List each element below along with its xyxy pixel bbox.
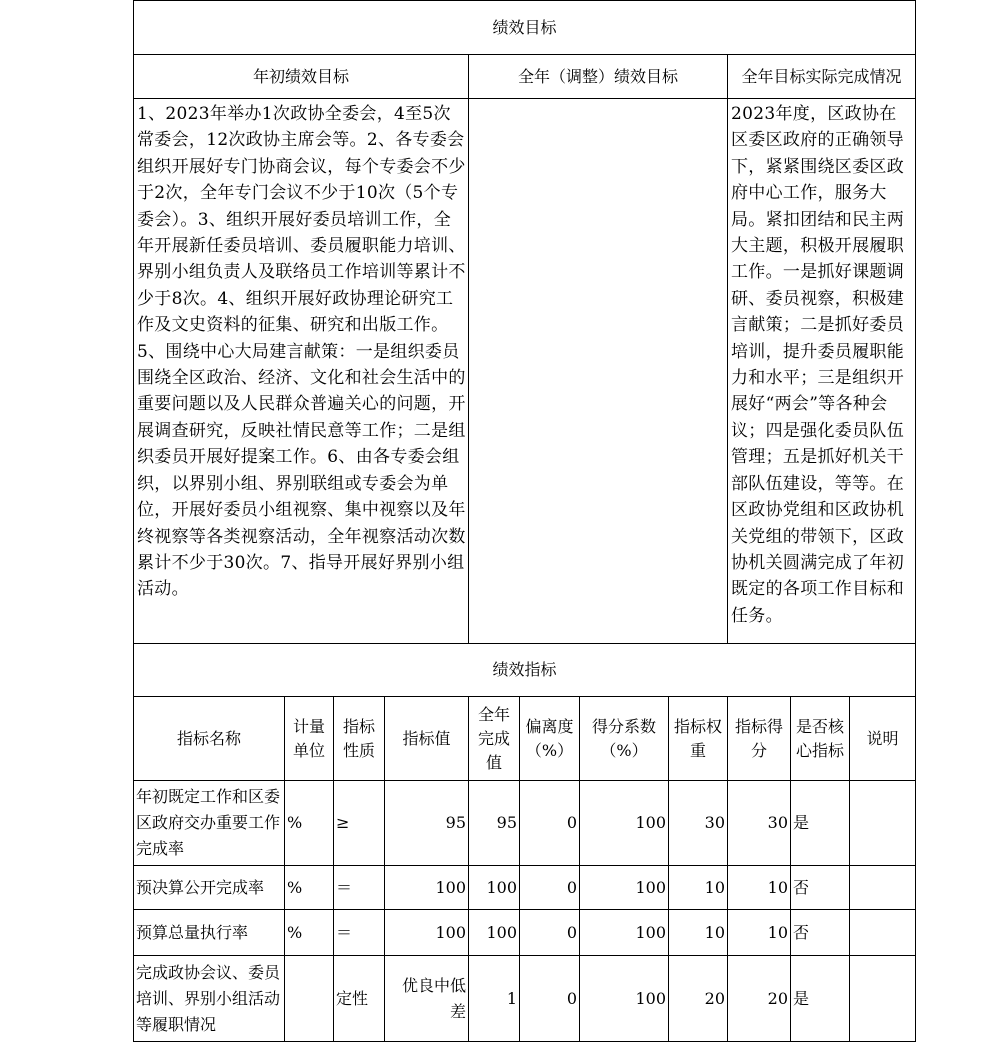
indicator-name: 完成政协会议、委员培训、界别小组活动等履职情况 bbox=[134, 956, 285, 1042]
indicator-score: 30 bbox=[728, 781, 791, 866]
indicator-note bbox=[850, 910, 916, 956]
table-row bbox=[134, 781, 916, 866]
table-row bbox=[134, 866, 916, 910]
indicator-core: 否 bbox=[791, 866, 850, 910]
indicator-unit: % bbox=[285, 781, 334, 866]
indicator-target-value: 优良中低差 bbox=[385, 956, 469, 1042]
header-target-value: 指标值 bbox=[385, 697, 469, 781]
actual-completion-text: 2023年度，区政协在区委区政府的正确领导下，紧紧围绕区委区政府中心工作，服务大局。紧扣团结和民主两大主题，积极开展履职工作。一是抓好课题调研、委员视察，积极建言献策；二是抓好委员培训，提升委员履职能力和水平；三是组织开展好“两会”等各种会议；四是强化委员队伍管理；五是抓好机关干部队伍建设，等等。在区政协党组和区政协机关党组的带领下，区政协机关圆满完成了年初既定的各项工作目标和任务。 bbox=[728, 99, 916, 644]
goals-section-title: 绩效目标 bbox=[134, 1, 916, 55]
indicator-note bbox=[850, 866, 916, 910]
header-note: 说明 bbox=[850, 697, 916, 781]
indicator-completed-value: 100 bbox=[469, 910, 520, 956]
indicator-target-value: 100 bbox=[385, 910, 469, 956]
indicators-section-title: 绩效指标 bbox=[134, 644, 916, 697]
adjusted-goal-text bbox=[469, 99, 728, 644]
indicator-note bbox=[850, 956, 916, 1042]
indicator-coefficient: 100 bbox=[580, 956, 669, 1042]
initial-goal-text: 1、2023年举办1次政协全委会，4至5次常委会，12次政协主席会等。2、各专委会组织开展好专门协商会议，每个专委会不少于2次，全年专门会议不少于10次（5个专委会）。3、组织开展好委员培训工作，全年开展新任委员培训、委员履职能力培训、界别小组负责人及联络员工作培训等累计不少于8次。4、组织开展好政协理论研究工作及文史资料的征集、研究和出版工作。5、围绕中心大局建言献策：一是组织委员围绕全区政治、经济、文化和社会生活中的重要问题以及人民群众普遍关心的问题，开展调查研究，反映社情民意等工作；二是组织委员开展好提案工作。6、由各专委会组织，以界别小组、界别联组或专委会为单位，开展好委员小组视察、集中视察以及年终视察等各类视察活动，全年视察活动次数累计不少于30次。7、指导开展好界别小组活动。 bbox=[134, 99, 469, 644]
indicator-score: 10 bbox=[728, 866, 791, 910]
indicator-target-value: 95 bbox=[385, 781, 469, 866]
header-indicator-name: 指标名称 bbox=[134, 697, 285, 781]
indicator-weight: 10 bbox=[669, 866, 728, 910]
indicator-coefficient: 100 bbox=[580, 910, 669, 956]
indicator-nature: ＝ bbox=[334, 910, 385, 956]
indicator-deviation: 0 bbox=[520, 910, 580, 956]
indicator-target-value: 100 bbox=[385, 866, 469, 910]
indicator-unit bbox=[285, 956, 334, 1042]
indicator-coefficient: 100 bbox=[580, 781, 669, 866]
indicator-core: 是 bbox=[791, 956, 850, 1042]
indicator-core: 是 bbox=[791, 781, 850, 866]
indicator-name: 预决算公开完成率 bbox=[134, 866, 285, 910]
header-score: 指标得分 bbox=[728, 697, 791, 781]
indicator-completed-value: 100 bbox=[469, 866, 520, 910]
indicator-completed-value: 95 bbox=[469, 781, 520, 866]
indicator-deviation: 0 bbox=[520, 866, 580, 910]
col-header-initial-goal: 年初绩效目标 bbox=[134, 55, 469, 99]
header-deviation: 偏离度（%） bbox=[520, 697, 580, 781]
performance-table bbox=[133, 0, 916, 1042]
indicator-score: 10 bbox=[728, 910, 791, 956]
indicator-weight: 20 bbox=[669, 956, 728, 1042]
header-unit: 计量单位 bbox=[285, 697, 334, 781]
indicator-nature: ≥ bbox=[334, 781, 385, 866]
indicator-core: 否 bbox=[791, 910, 850, 956]
indicator-unit: % bbox=[285, 866, 334, 910]
indicator-weight: 10 bbox=[669, 910, 728, 956]
indicator-weight: 30 bbox=[669, 781, 728, 866]
indicator-nature: 定性 bbox=[334, 956, 385, 1042]
indicator-unit: % bbox=[285, 910, 334, 956]
indicator-deviation: 0 bbox=[520, 956, 580, 1042]
indicator-nature: ＝ bbox=[334, 866, 385, 910]
col-header-actual-completion: 全年目标实际完成情况 bbox=[728, 55, 916, 99]
indicator-score: 20 bbox=[728, 956, 791, 1042]
header-score-coefficient: 得分系数（%） bbox=[580, 697, 669, 781]
header-nature: 指标性质 bbox=[334, 697, 385, 781]
indicator-deviation: 0 bbox=[520, 781, 580, 866]
indicator-name: 预算总量执行率 bbox=[134, 910, 285, 956]
indicator-completed-value: 1 bbox=[469, 956, 520, 1042]
indicator-coefficient: 100 bbox=[580, 866, 669, 910]
header-core-indicator: 是否核心指标 bbox=[791, 697, 850, 781]
col-header-adjusted-goal: 全年（调整）绩效目标 bbox=[469, 55, 728, 99]
header-completed-value: 全年完成值 bbox=[469, 697, 520, 781]
table-row bbox=[134, 910, 916, 956]
table-row bbox=[134, 956, 916, 1042]
header-weight: 指标权重 bbox=[669, 697, 728, 781]
indicator-note bbox=[850, 781, 916, 866]
indicator-name: 年初既定工作和区委区政府交办重要工作完成率 bbox=[134, 781, 285, 866]
